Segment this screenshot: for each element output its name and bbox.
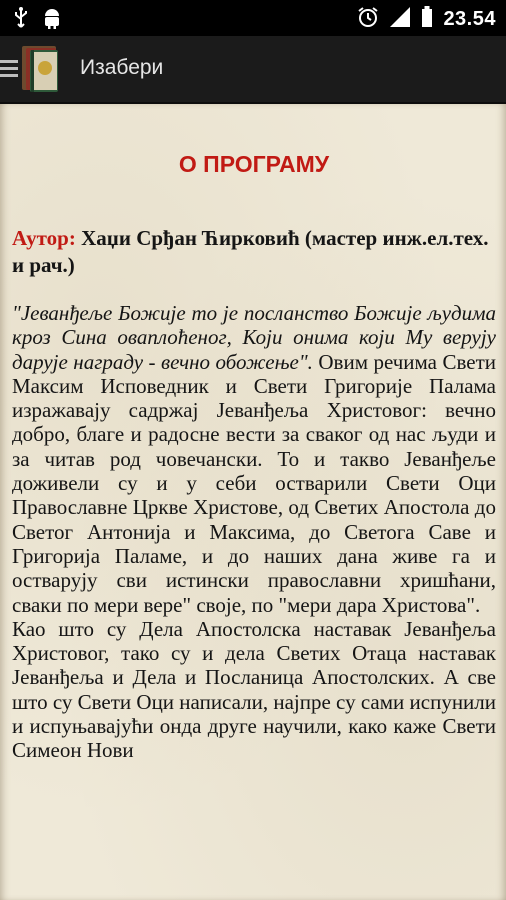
usb-icon — [14, 7, 28, 34]
author-line — [12, 225, 496, 279]
quote-text: "Јеванђеље Божије то је посланство Божије људима кроз Сина оваплоћеног, Који онима који Му верују дарује награду - вечно обожење". — [12, 301, 496, 374]
signal-icon — [389, 6, 411, 33]
page-title[interactable]: Изабери — [80, 56, 164, 79]
paragraph-1-text: Овим речима Свети Максим Исповедник и Свети Григорије Палама изражавају садржај Јеванђеља Христовог: вечно добро, благе и радосне вести за сваког од нас људи и за читав род човечански. То и такво Јеванђеље доживели су и у себи остварили Свети Оци Православне Цркве Христове, од Светих Апостола до Светог Антонија и Максима, до Светога Саве и Григорија Паламе, и до наших дана живе га и остварују сви истински православни хришћани, сваки по мери вере" своје, по "мери дара Христова". — [12, 349, 496, 617]
android-icon — [42, 7, 62, 34]
alarm-icon — [357, 6, 379, 33]
drawer-toggle-icon[interactable] — [0, 60, 18, 78]
status-bar — [0, 0, 506, 36]
book-stack-icon[interactable] — [18, 44, 62, 94]
clock-time: 23.54 — [443, 8, 496, 30]
about-heading: О ПРОГРАМУ — [178, 151, 330, 177]
paragraph-2: Као што су Дела Апостолска наставак Јеванђеља Христовог, тако су и дела Светих Отаца наставак Јеванђеља и Дела и Посланица Апостолских. А све што су Свети Оци написали, најпре су сами испунили и испуњавајући онда друге научили, како каже Свети Симеон Нови — [12, 616, 497, 763]
paragraph-1 — [12, 301, 496, 617]
battery-icon — [421, 6, 433, 33]
action-bar — [0, 36, 506, 104]
author-label: Аутор: — [12, 226, 76, 250]
author-name: Хаџи Срђан Ћирковић (мастер инж.ел.тех. и рач.) — [12, 226, 489, 277]
content-page[interactable] — [0, 104, 506, 900]
about-text — [12, 104, 496, 763]
